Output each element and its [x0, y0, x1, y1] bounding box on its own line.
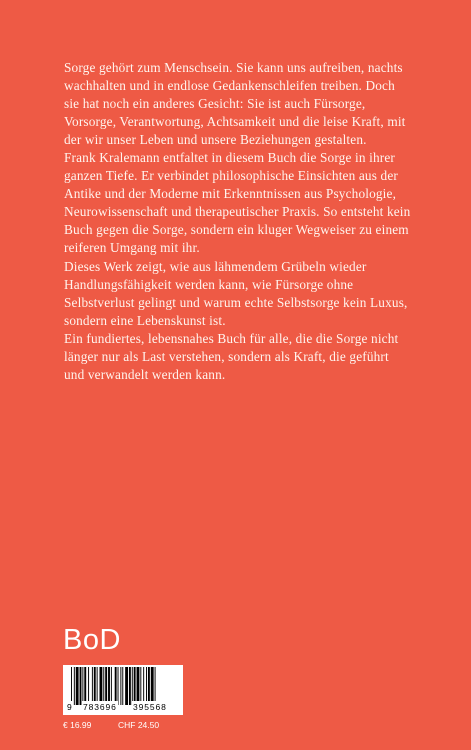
barcode-digit-group-2: 395568: [133, 702, 167, 712]
back-cover-blurb: [64, 59, 412, 384]
blurb-paragraph: Dieses Werk zeigt, wie aus lähmendem Grübeln wieder Handlungsfähigkeit werden kann, wie Fürsorge ohne Selbstverlust gelingt und warum echte Selbstsorge kein Luxus, sondern eine Lebenskunst ist.: [64, 258, 408, 328]
price-chf: CHF 24.50: [118, 720, 160, 730]
barcode-digits: [66, 701, 182, 713]
barcode-bar: [134, 667, 136, 705]
barcode-bar: [151, 667, 154, 705]
barcode-digit-lead: 9: [67, 702, 72, 712]
barcode-bar: [146, 667, 147, 705]
barcode-bar: [155, 667, 156, 705]
publisher-logo: BoD: [63, 624, 121, 656]
barcode-bar: [125, 667, 128, 705]
barcode-bar: [115, 667, 117, 705]
barcode-bar: [120, 667, 121, 705]
barcode-bar: [88, 667, 89, 705]
isbn-barcode: [63, 665, 183, 715]
barcode-bar: [71, 667, 72, 705]
barcode-bar: [80, 667, 82, 705]
blurb-paragraph: Frank Kralemann entfaltet in diesem Buch die Sorge in ihrer ganzen Tiefe. Er verbindet philosophische Einsichten aus der Antike und der Moderne mit Erkenntnissen aus Psychologie, Neurowissenschaft und therapeutischer Praxis. So entsteht kein Buch gegen die Sorge, sondern ein kluger Wegweiser zu einem reiferen Umgang mit ihr.: [64, 150, 411, 256]
barcode-bar: [129, 667, 131, 705]
barcode-digit-group-1: 783696: [83, 702, 117, 712]
barcode-bar: [143, 667, 144, 705]
barcode-bar: [97, 667, 98, 705]
blurb-paragraph: Sorge gehört zum Menschsein. Sie kann uns aufreiben, nachts wachhalten und in endlose Gedankenschleifen treiben. Doch sie hat noch ein anderes Gesicht: Sie ist auch Fürsorge, Vorsorge, Verantwortung, Achtsamkeit und die leise Kraft, mit der wir unser Leben und unsere Beziehungen gestalten.: [64, 60, 406, 148]
price-eur: € 16.99: [63, 720, 92, 730]
barcode-bar: [84, 667, 86, 705]
barcode-bar: [122, 667, 123, 705]
barcode-bar: [100, 667, 103, 705]
barcode-bar: [108, 667, 110, 705]
barcode-bar: [132, 667, 133, 705]
barcode-bar: [103, 667, 104, 705]
barcode-bar: [94, 667, 96, 705]
barcode-bar: [137, 667, 140, 705]
blurb-paragraph: Ein fundiertes, lebensnahes Buch für alle, die die Sorge nicht länger nur als Last verstehen, sondern als Kraft, die geführt und verwandelt werden kann.: [64, 330, 399, 382]
barcode-bar: [105, 667, 107, 705]
barcode-bar: [74, 667, 75, 705]
barcode-bar: [111, 667, 112, 705]
barcode-bar: [82, 667, 83, 705]
barcode-bar: [76, 667, 79, 705]
barcode-bar: [92, 667, 93, 705]
barcode-bar: [140, 667, 141, 705]
barcode-bar: [148, 667, 150, 705]
barcode-bar: [118, 667, 119, 705]
